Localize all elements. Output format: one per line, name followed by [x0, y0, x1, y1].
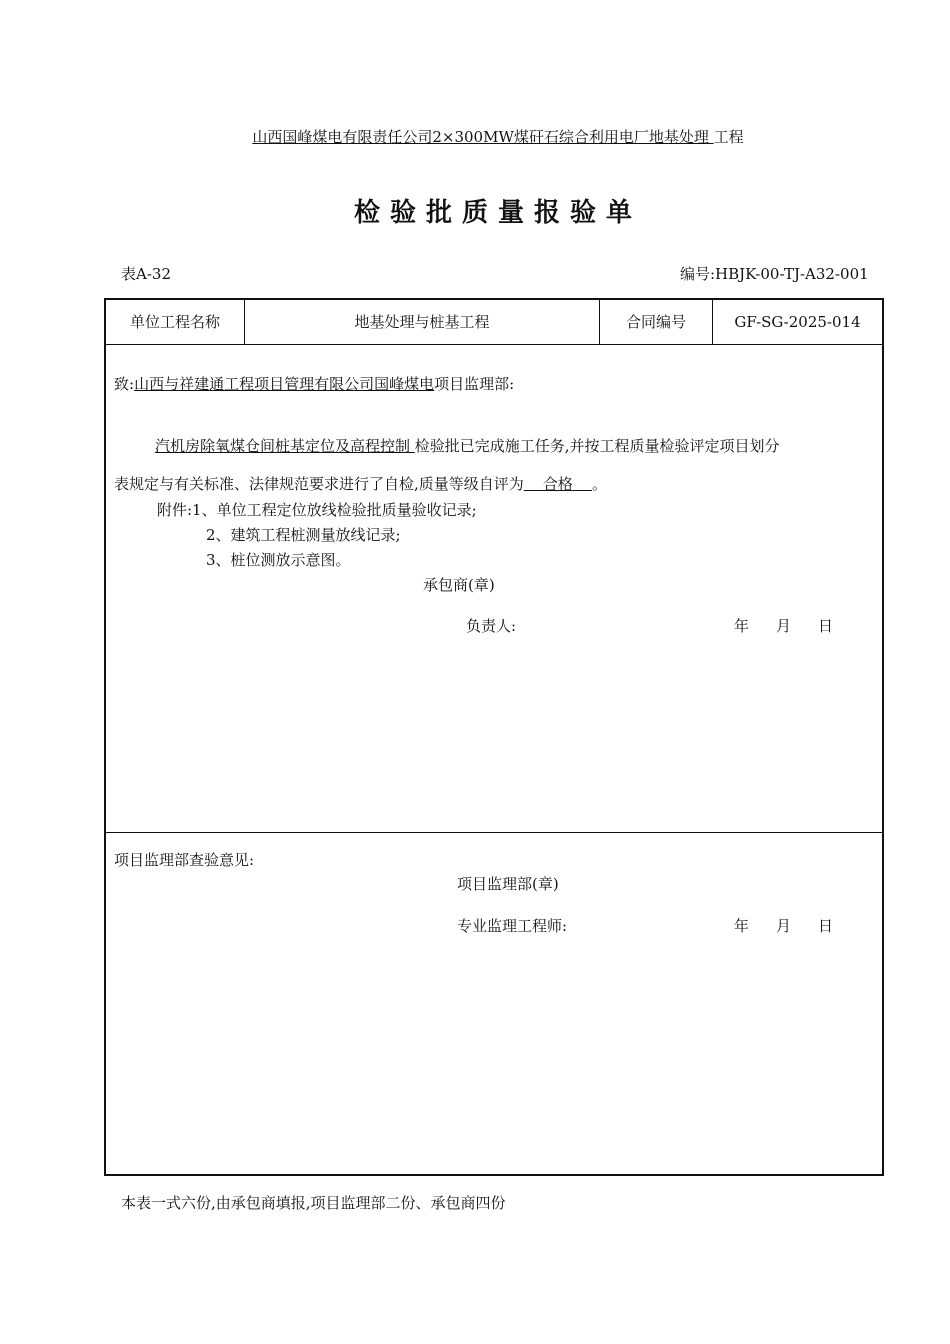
row-divider [106, 344, 882, 345]
unit-name-label: 单位工程名称 [129, 313, 220, 331]
statement-text-1: 检验批已完成施工任务,并按工程质量检验评定项目划分 [414, 437, 780, 455]
footer-note: 本表一式六份,由承包商填报,项目监理部二份、承包商四份 [121, 1194, 506, 1212]
statement-line-1 [155, 435, 780, 456]
statement-end: 。 [591, 475, 607, 493]
addressee-line [114, 373, 514, 394]
unit-name-value: 地基处理与桩基工程 [354, 313, 490, 331]
statement-text-2: 表规定与有关标准、法律规范要求进行了自检,质量等级自评为 [114, 475, 524, 493]
date-year: 年 [734, 917, 750, 935]
project-name: 山西国峰煤电有限责任公司2×300MW煤矸石综合利用电厂地基处理 [252, 128, 714, 146]
addressee-prefix: 致: [114, 375, 135, 393]
contract-no-value: GF-SG-2025-014 [734, 313, 861, 331]
serial-number: 编号:HBJK-00-TJ-A32-001 [680, 265, 869, 283]
batch-name: 汽机房除氧煤仓间桩基定位及高程控制 [155, 437, 415, 455]
attachment-1: 附件:1、单位工程定位放线检验批质量验收记录; [157, 501, 477, 519]
date-month: 月 [776, 617, 792, 635]
supervising-engineer-label: 专业监理工程师: [457, 917, 568, 935]
contract-no-label: 合同编号 [625, 313, 686, 331]
contractor-seal: 承包商(章) [423, 576, 495, 594]
supervisor-opinion-label: 项目监理部查验意见: [114, 851, 255, 869]
attachment-3: 3、桩位测放示意图。 [206, 551, 351, 569]
supervisor-org: 山西与祥建通工程项目管理有限公司国峰煤电 [134, 375, 435, 393]
statement-line-2 [114, 473, 607, 494]
form-title: 检验批质量报验单 [353, 198, 642, 228]
date-month: 月 [776, 917, 792, 935]
project-suffix: 工程 [713, 128, 744, 146]
attachment-2: 2、建筑工程桩测量放线记录; [206, 526, 401, 544]
form-table [104, 298, 884, 1176]
date-day: 日 [818, 917, 834, 935]
date-year: 年 [734, 617, 750, 635]
addressee-suffix: 项目监理部: [434, 375, 515, 393]
person-in-charge-label: 负责人: [466, 617, 517, 635]
project-name-line [0, 126, 950, 147]
supervisor-seal: 项目监理部(章) [457, 875, 559, 893]
section-divider [106, 832, 882, 833]
date-day: 日 [818, 617, 834, 635]
quality-grade: 合格 [523, 475, 592, 493]
table-number: 表A-32 [121, 265, 171, 283]
